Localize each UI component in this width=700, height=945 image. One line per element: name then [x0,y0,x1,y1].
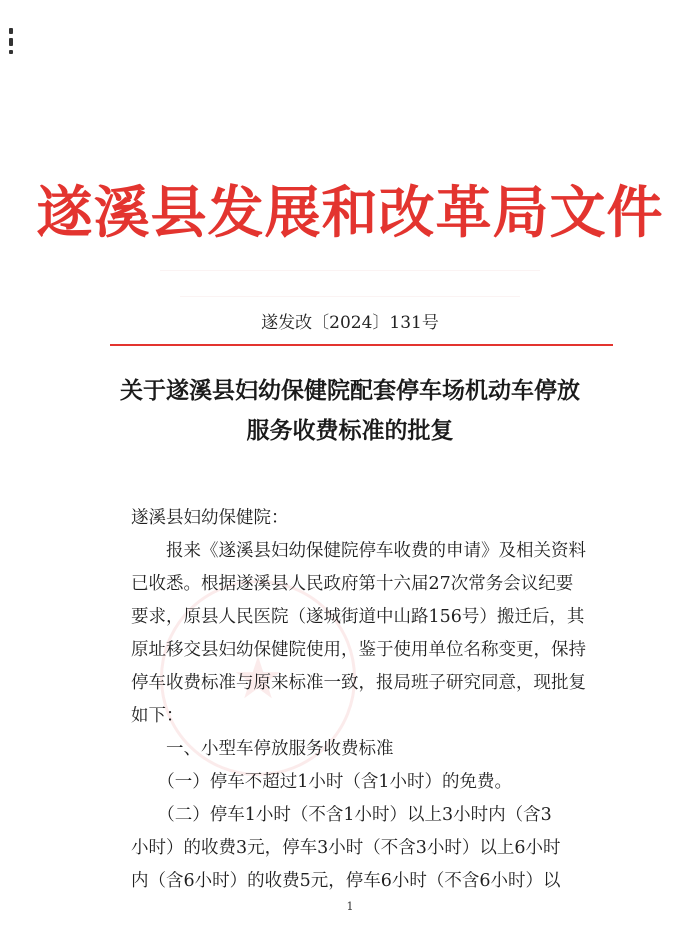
body-line: （一）停车不超过1小时（含1小时）的免费。 [131,772,513,792]
body-line: 已收悉。根据遂溪县人民政府第十六届27次常务会议纪要 [131,574,574,594]
bleed-through-line [160,270,540,271]
page-number: 1 [346,900,354,913]
section-heading: 一、小型车停放服务收费标准 [131,739,394,759]
body-line: 小时）的收费3元，停车3小时（不含3小时）以上6小时 [131,838,561,858]
body-line: 报来《遂溪县妇幼保健院停车收费的申请》及相关资料 [131,541,586,561]
salutation: 遂溪县妇幼保健院： [131,508,289,528]
body-line: 内（含6小时）的收费5元，停车6小时（不含6小时）以 [131,871,561,891]
seal-star-icon: ★ [232,644,284,712]
body-line: （二）停车1小时（不含1小时）以上3小时内（含3 [131,805,552,825]
issuer-title: 遂溪县发展和改革局文件 [36,180,664,246]
subject-line-1: 关于遂溪县妇幼保健院配套停车场机动车停放 [120,377,580,404]
body-line: 原址移交县妇幼保健院使用，鉴于使用单位名称变更，保持 [131,640,586,660]
body-line: 要求，原县人民医院（遂城街道中山路156号）搬迁后，其 [131,607,585,627]
red-divider-line [110,344,613,346]
document-number: 遂发改〔2024〕131号 [261,313,439,333]
bleed-through-line [180,296,520,297]
scan-artifact [7,28,15,68]
subject-line-2: 服务收费标准的批复 [246,417,454,444]
body-line: 停车收费标准与原来标准一致，报局班子研究同意，现批复 [131,673,586,693]
body-line: 如下： [131,706,184,726]
